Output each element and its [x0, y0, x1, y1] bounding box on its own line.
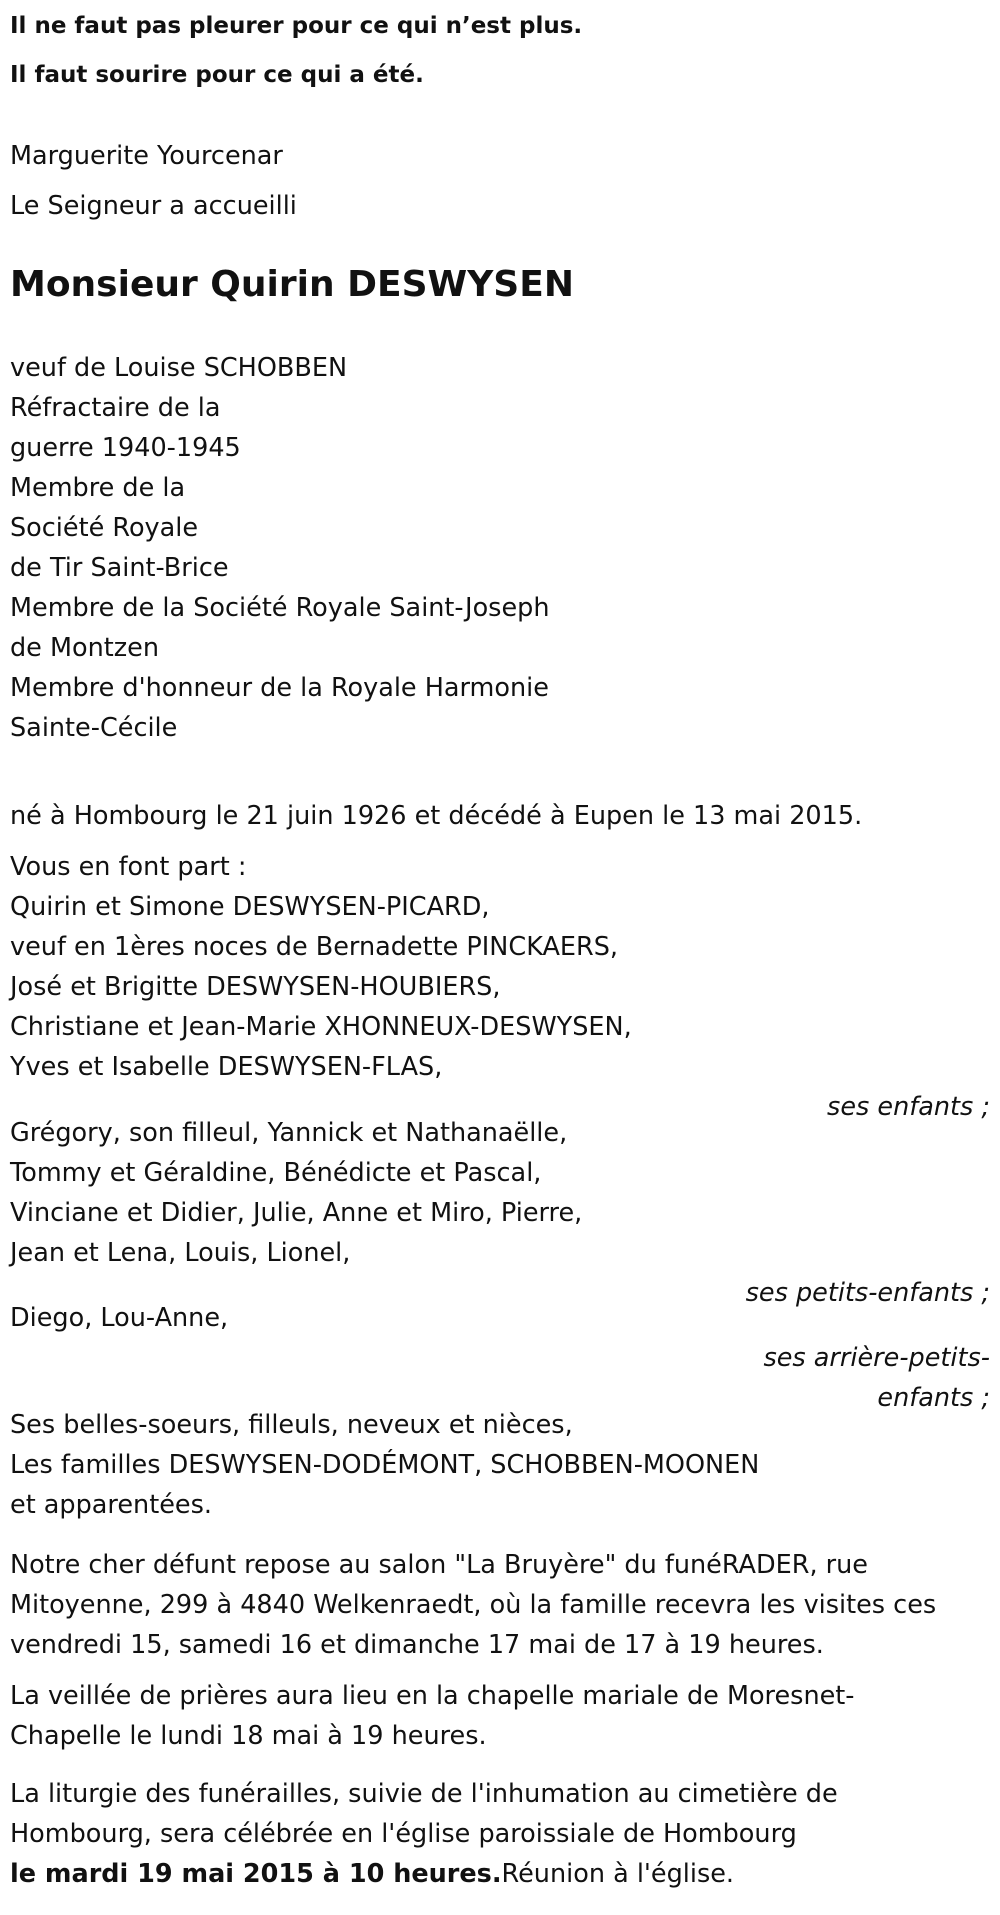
quote-line-2: Il faut sourire pour ce qui a été.: [10, 62, 424, 88]
vigil-line: Chapelle le lundi 18 mai à 19 heures.: [10, 1721, 487, 1751]
vigil-line: La veillée de prières aura lieu en la chapelle mariale de Moresnet-: [10, 1681, 855, 1711]
quote-line-1: Il ne faut pas pleurer pour ce qui n’est plus.: [10, 13, 583, 39]
title-line: guerre 1940-1945: [10, 433, 241, 463]
funeral-line: [10, 1854, 990, 1894]
family-line: Les familles DESWYSEN-DODÉMONT, SCHOBBEN-MOONEN: [10, 1450, 760, 1480]
visitation-section: [10, 1545, 990, 1665]
grandchildren-label: ses petits-enfants ;: [745, 1278, 990, 1308]
great-grandchildren-label-2: enfants ;: [877, 1383, 990, 1413]
child-line: Quirin et Simone DESWYSEN-PICARD,: [10, 892, 490, 922]
title-line: Membre de la Société Royale Saint-Joseph: [10, 593, 550, 623]
great-grandchildren-names: Diego, Lou-Anne,: [10, 1303, 229, 1333]
grandchildren-section: [10, 1113, 990, 1313]
family-line: et apparentées.: [10, 1490, 212, 1520]
child-line: veuf en 1ères noces de Bernadette PINCKAERS,: [10, 932, 619, 962]
liturgy-line: La liturgie des funérailles, suivie de l'inhumation au cimetière de: [10, 1779, 838, 1809]
birth-death: né à Hombourg le 21 juin 1926 et décédé à Eupen le 13 mai 2015.: [10, 801, 863, 831]
intro-text: Le Seigneur a accueilli: [10, 191, 297, 221]
liturgy-line: Hombourg, sera célébrée en l'église paroissiale de Hombourg: [10, 1819, 797, 1849]
title-line: de Montzen: [10, 633, 159, 663]
vigil-section: [10, 1676, 990, 1756]
child-line: Christiane et Jean-Marie XHONNEUX-DESWYSEN,: [10, 1012, 632, 1042]
grandchild-line: Jean et Lena, Louis, Lionel,: [10, 1238, 351, 1268]
child-line: Yves et Isabelle DESWYSEN-FLAS,: [10, 1052, 443, 1082]
quote-author: Marguerite Yourcenar: [10, 141, 283, 171]
visitation-line: Notre cher défunt repose au salon "La Bruyère" du funéRADER, rue: [10, 1550, 868, 1580]
title-line: Société Royale: [10, 513, 199, 543]
grandchild-line: Grégory, son filleul, Yannick et Nathanaëlle,: [10, 1118, 568, 1148]
title-line: Réfractaire de la: [10, 393, 221, 423]
children-section: [10, 847, 990, 1127]
visitation-line: Mitoyenne, 299 à 4840 Welkenraedt, où la famille recevra les visites ces: [10, 1590, 937, 1620]
title-line: Membre d'honneur de la Royale Harmonie: [10, 673, 549, 703]
announce-text: Vous en font part :: [10, 852, 247, 882]
family-section: [10, 1405, 990, 1525]
child-line: José et Brigitte DESWYSEN-HOUBIERS,: [10, 972, 501, 1002]
title-line: Membre de la: [10, 473, 186, 503]
visitation-line: vendredi 15, samedi 16 et dimanche 17 mai de 17 à 19 heures.: [10, 1630, 824, 1660]
funeral-date: le mardi 19 mai 2015 à 10 heures.: [10, 1859, 502, 1889]
title-line: veuf de Louise SCHOBBEN: [10, 353, 348, 383]
deceased-name: Monsieur Quirin DESWYSEN: [10, 264, 574, 305]
title-line: de Tir Saint-Brice: [10, 553, 229, 583]
grandchild-line: Vinciane et Didier, Julie, Anne et Miro, Pierre,: [10, 1198, 583, 1228]
children-label: ses enfants ;: [827, 1092, 990, 1122]
great-grandchildren-label-1: ses arrière-petits-: [763, 1343, 990, 1373]
title-line: Sainte-Cécile: [10, 713, 178, 743]
great-grandchildren-section: [10, 1298, 990, 1418]
titles-list: [10, 348, 990, 748]
family-line: Ses belles-soeurs, filleuls, neveux et nièces,: [10, 1410, 573, 1440]
meeting-text: Réunion à l'église.: [501, 1859, 735, 1889]
liturgy-section: [10, 1774, 990, 1894]
grandchild-line: Tommy et Géraldine, Bénédicte et Pascal,: [10, 1158, 542, 1188]
